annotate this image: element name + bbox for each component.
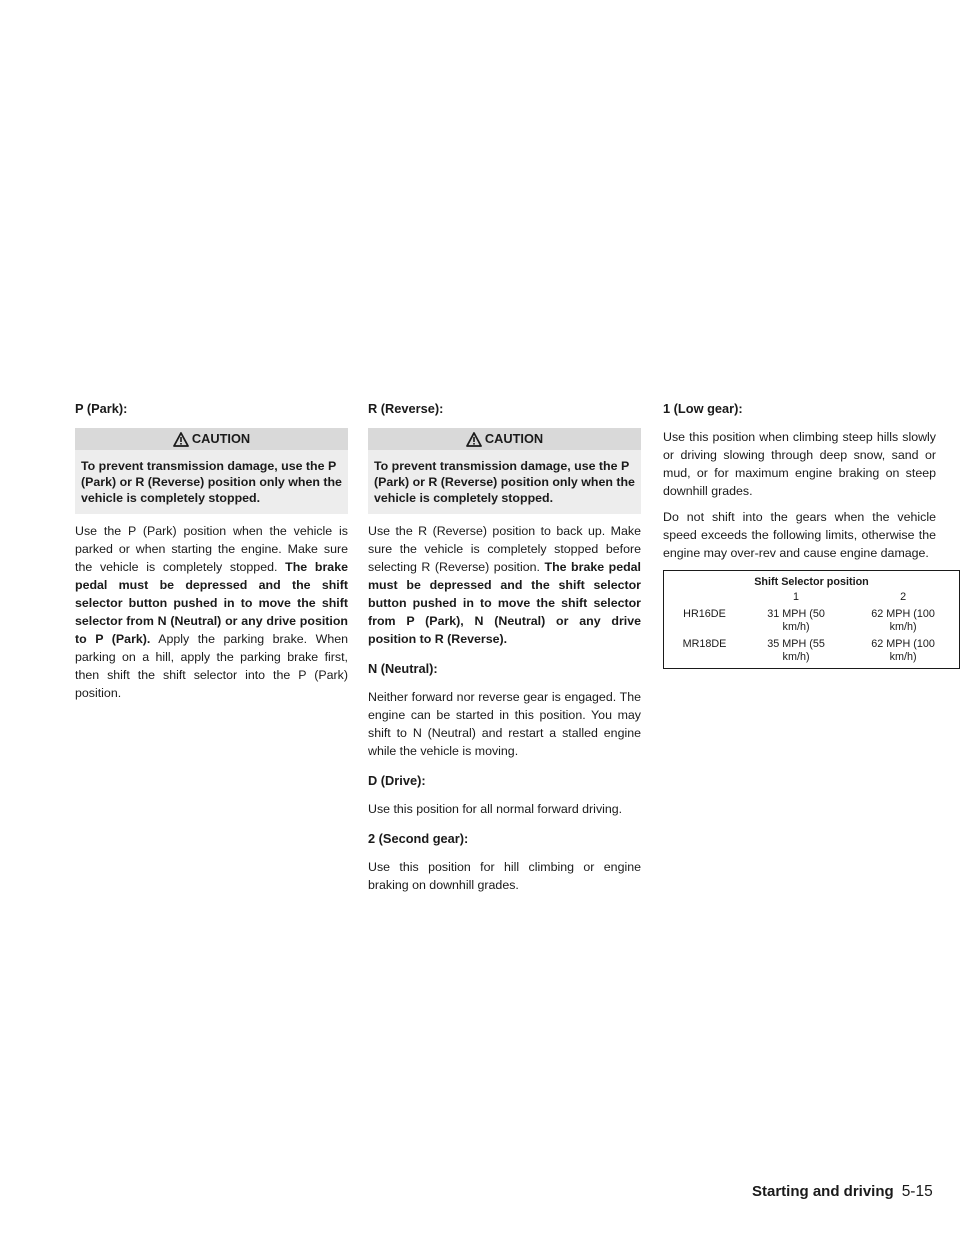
table-engine-cell: HR16DE (683, 608, 726, 620)
column-park (75, 400, 348, 710)
caution-header (368, 428, 641, 450)
second-gear-text: Use this position for hill climbing or engine braking on downhill grades. (368, 860, 641, 892)
page-number: 5-15 (901, 1183, 933, 1200)
table-header-empty (664, 591, 745, 604)
column-reverse (368, 400, 641, 902)
reverse-paragraph (368, 522, 641, 648)
park-text: Use the P (Park) position when the vehicle is parked or when starting the engine. Make sure the vehicle is completely stopped. (75, 524, 348, 574)
caution-box-reverse (368, 428, 641, 514)
value-line: 62 MPH (100 (871, 638, 935, 650)
reverse-text: Use the R (Reverse) position to back up. Make sure the vehicle is completely stopped before selecting R (Reverse) position. (368, 524, 641, 574)
table-value-cell (745, 634, 847, 669)
shift-speed-table (663, 570, 960, 669)
neutral-heading: N (Neutral): (368, 661, 438, 676)
caution-title: CAUTION (191, 431, 251, 446)
caution-text: To prevent transmission damage, use the P (Park) or R (Reverse) position only when the vehicle is completely stopped. (368, 450, 641, 514)
park-tail-text: Apply the parking brake. When parking on a hill, apply the parking brake first, then shift the shift selector into the P (Park) position. (75, 632, 349, 700)
low-gear-heading: 1 (Low gear): (663, 401, 743, 416)
neutral-text: Neither forward nor reverse gear is engaged. The engine can be started in this position. You may shift to N (Neutral) and restart a stalled engine while the vehicle is moving. (368, 690, 641, 758)
table-value-cell (847, 604, 959, 634)
park-bold-text: The brake pedal must be depressed and the shift selector button pushed in to move the shift selector from N (Neutral) or any drive position to P (Park). (75, 560, 348, 646)
value-line: 62 MPH (100 (871, 608, 935, 620)
column-low-gear (663, 400, 936, 669)
drive-heading: D (Drive): (368, 773, 426, 788)
park-heading: P (Park): (75, 401, 128, 416)
value-line: 35 MPH (55 (767, 638, 825, 650)
value-line: km/h) (889, 621, 917, 633)
table-title: Shift Selector position (754, 576, 869, 588)
warning-triangle-icon (173, 432, 189, 447)
warning-triangle-icon (466, 432, 482, 447)
value-line: 31 MPH (50 (767, 608, 825, 620)
table-header-2: 2 (900, 591, 907, 603)
section-title: Starting and driving (752, 1183, 894, 1200)
second-gear-heading: 2 (Second gear): (368, 831, 469, 846)
park-paragraph (75, 522, 348, 702)
caution-title: CAUTION (484, 431, 544, 446)
drive-text: Use this position for all normal forward driving. (368, 802, 623, 816)
table-value-cell (847, 634, 959, 669)
caution-box-park (75, 428, 348, 514)
value-line: km/h) (782, 651, 810, 663)
page-footer (752, 1183, 933, 1201)
table-header-1: 1 (793, 591, 800, 603)
caution-text: To prevent transmission damage, use the P (Park) or R (Reverse) position only when the vehicle is completely stopped. (75, 450, 348, 514)
value-line: km/h) (889, 651, 917, 663)
speed-limit-text: Do not shift into the gears when the vehicle speed exceeds the following limits, otherwise the engine may over-rev and cause engine damage. (663, 510, 936, 560)
low-gear-text: Use this position when climbing steep hills slowly or driving slowing through deep snow, sand or mud, or for maximum engine braking on steep downhill grades. (663, 430, 936, 498)
reverse-bold-text: The brake pedal must be depressed and the shift selector button pushed in to move the shift selector from P (Park), N (Neutral) or any drive position to R (Reverse). (368, 560, 641, 646)
table-engine-cell: MR18DE (682, 638, 727, 650)
value-line: km/h) (782, 621, 810, 633)
table-value-cell (745, 604, 847, 634)
reverse-heading: R (Reverse): (368, 401, 444, 416)
caution-header (75, 428, 348, 450)
